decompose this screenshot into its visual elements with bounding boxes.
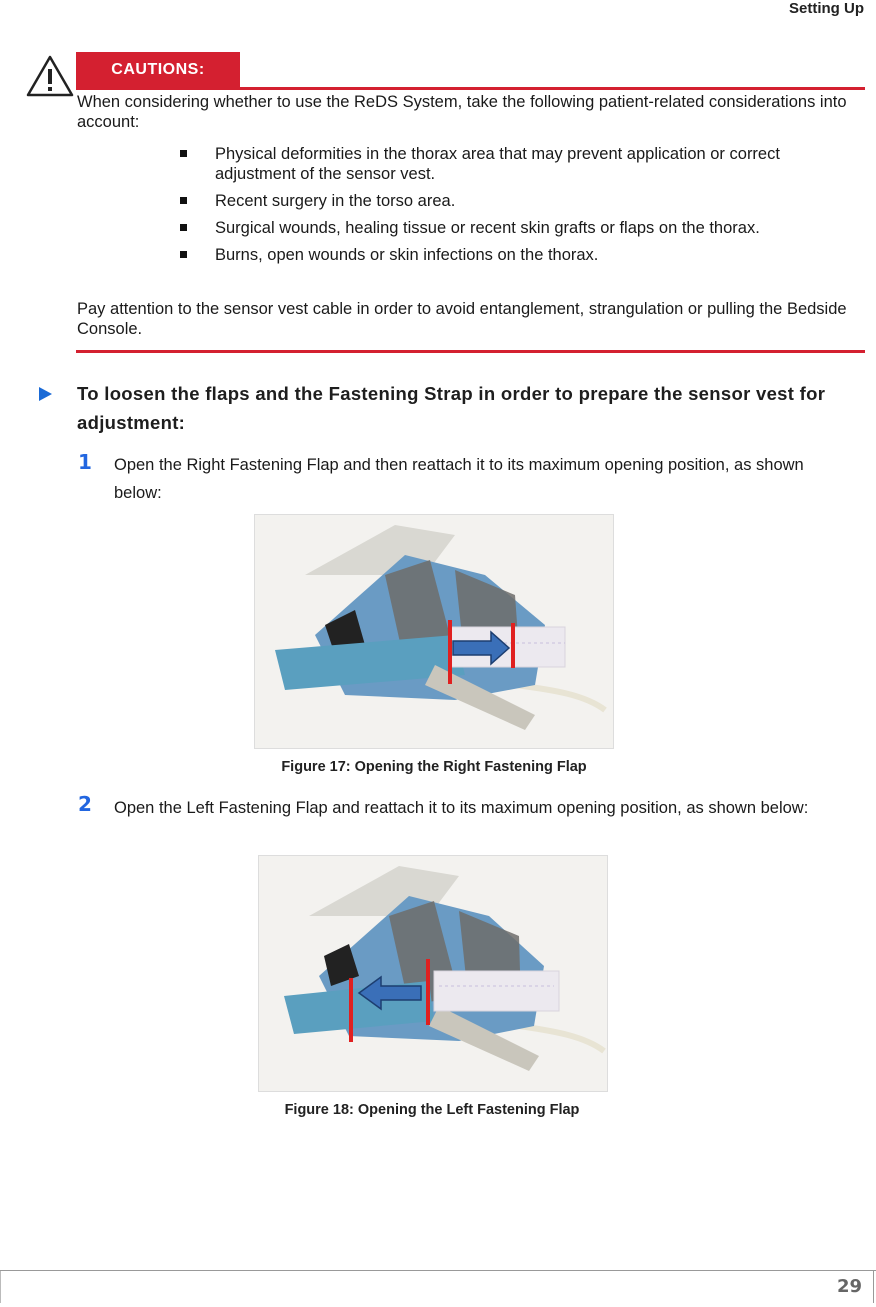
caution-item: Physical deformities in the thorax area that may prevent application or correct adjustment of the sensor vest. — [180, 144, 860, 184]
step-text: Open the Right Fastening Flap and then reattach it to its maximum opening position, as shown below: — [114, 456, 804, 502]
figure-caption: Figure 18: Opening the Left Fastening Flap — [284, 1102, 580, 1118]
cautions-label: CAUTIONS: — [76, 52, 240, 88]
procedure-heading: To loosen the flaps and the Fastening Strap in order to prepare the sensor vest for adjustment: — [77, 383, 826, 433]
procedure-arrow-icon — [39, 387, 52, 401]
page-number: 29 — [836, 1276, 862, 1297]
footer-bar — [0, 1271, 874, 1303]
caution-item: Burns, open wounds or skin infections on the thorax. — [180, 245, 860, 265]
warning-icon — [26, 54, 74, 98]
step-number: 2 — [78, 792, 92, 816]
figure-left-flap-image — [258, 855, 608, 1092]
caution-item: Surgical wounds, healing tissue or recent skin grafts or flaps on the thorax. — [180, 218, 860, 238]
bullet-square-icon — [180, 197, 187, 204]
caution-item: Recent surgery in the torso area. — [180, 191, 860, 211]
caution-footer: Pay attention to the sensor vest cable in order to avoid entanglement, strangulation or pulling the Bedside Console. — [77, 300, 847, 338]
section-title: Setting Up — [789, 0, 864, 17]
caution-bottom-rule — [76, 350, 865, 353]
figure-caption: Figure 17: Opening the Right Fastening Flap — [281, 759, 587, 775]
caution-intro: When considering whether to use the ReDS System, take the following patient-related considerations into account: — [77, 93, 847, 131]
caution-list — [180, 144, 860, 272]
step-number: 1 — [78, 450, 92, 474]
bullet-square-icon — [180, 251, 187, 258]
bullet-square-icon — [180, 224, 187, 231]
figure-right-flap-image — [254, 514, 614, 749]
step-text: Open the Left Fastening Flap and reattach it to its maximum opening position, as shown below: — [114, 799, 809, 817]
bullet-square-icon — [180, 150, 187, 157]
caution-top-rule — [76, 87, 865, 90]
